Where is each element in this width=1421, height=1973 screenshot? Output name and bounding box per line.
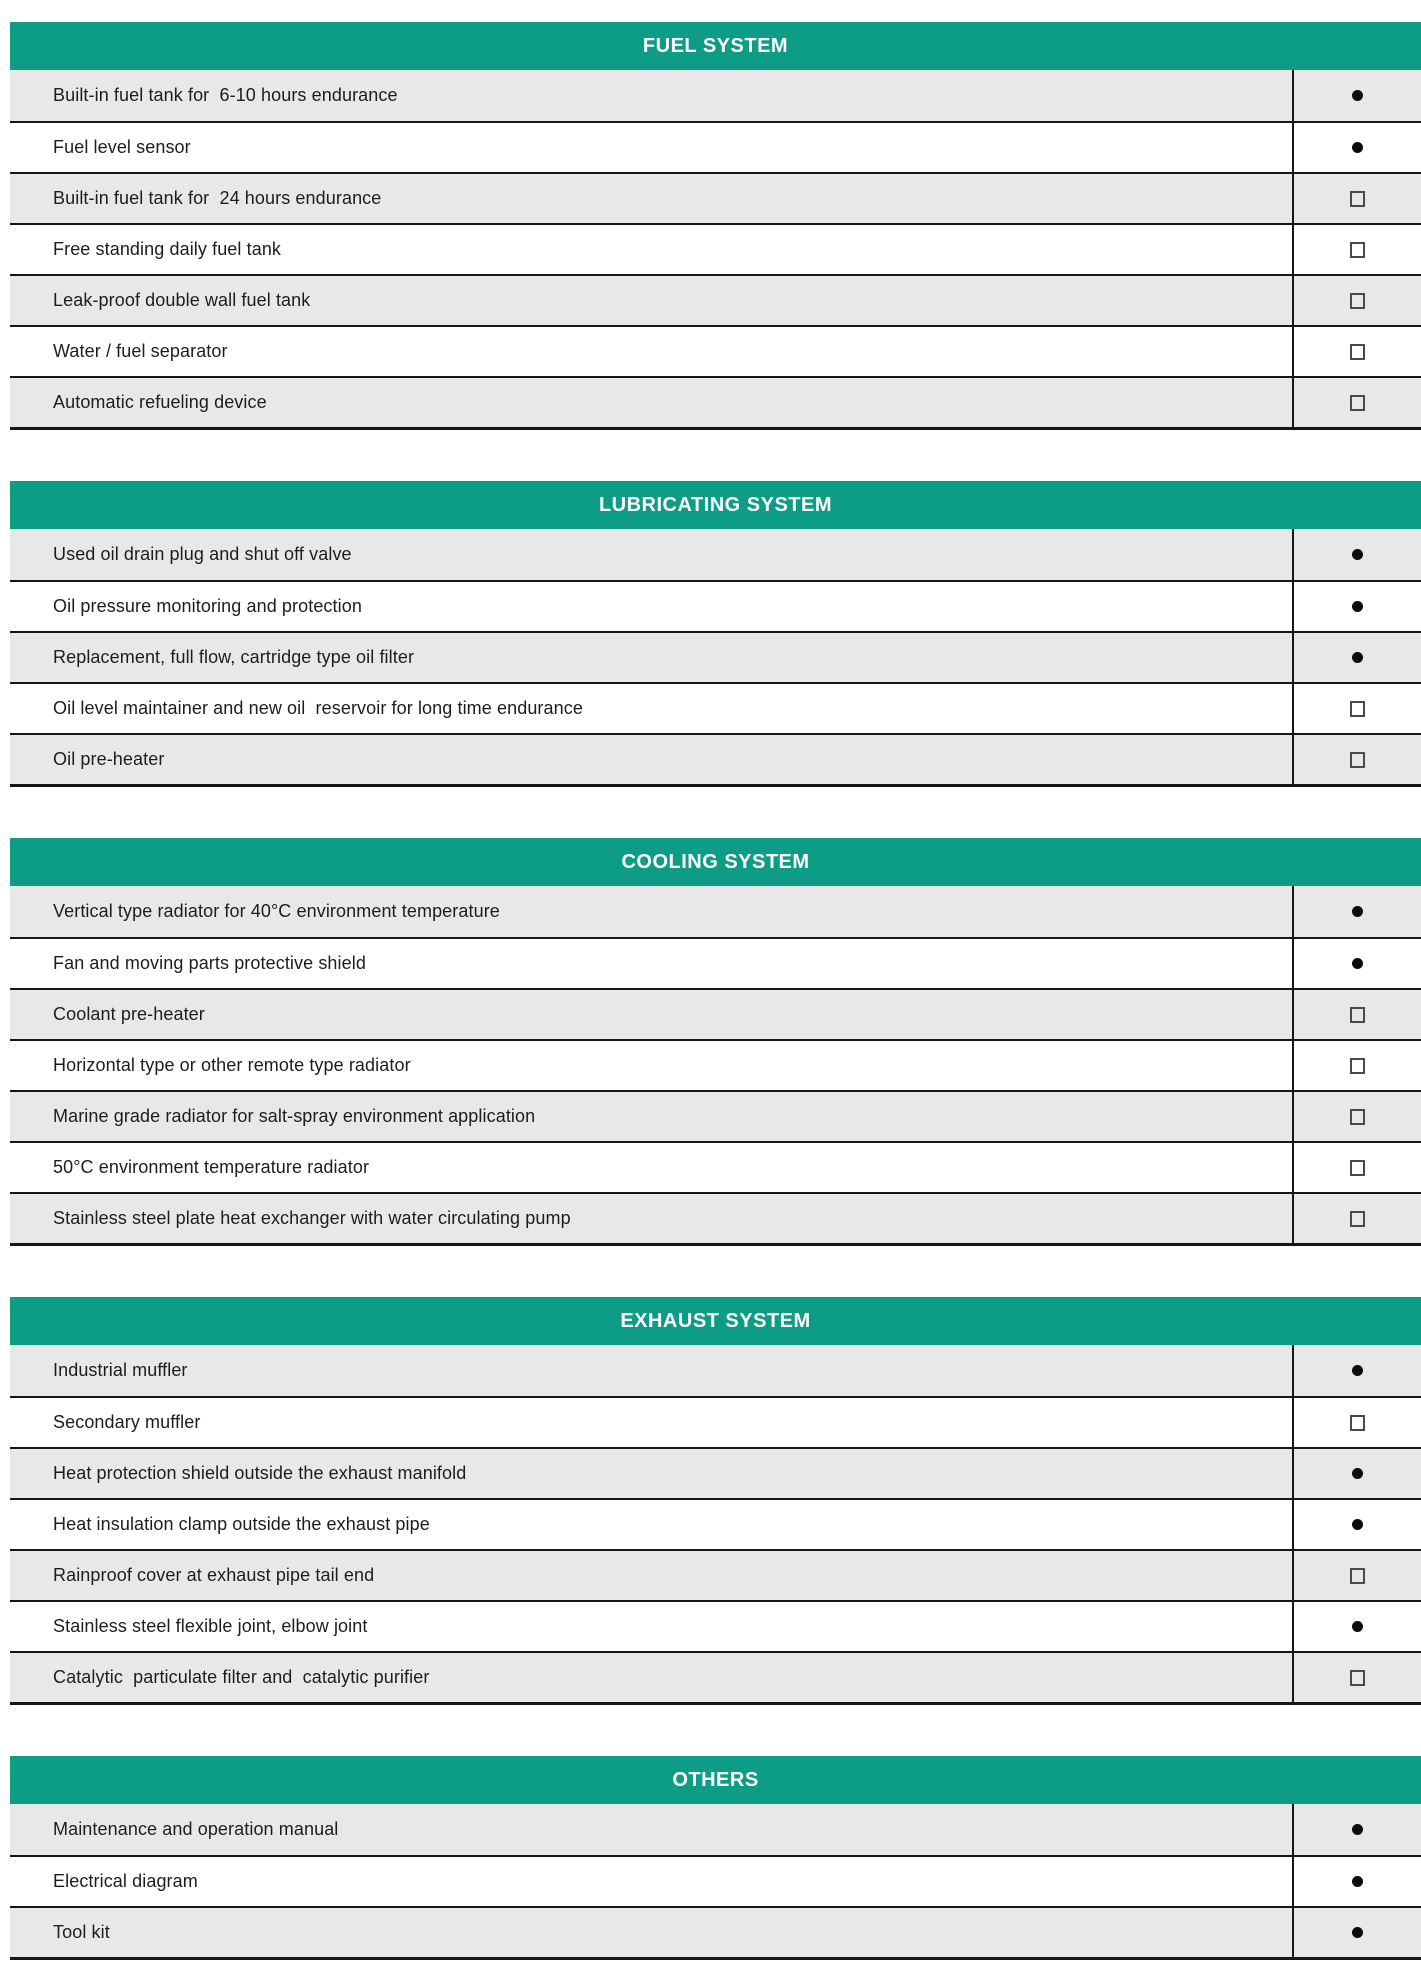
standard-dot-icon: [1352, 1824, 1363, 1835]
table-row: [10, 580, 1421, 631]
section-rows: [10, 529, 1421, 787]
feature-label: Fan and moving parts protective shield: [53, 953, 366, 973]
standard-dot-icon: [1352, 1927, 1363, 1938]
section-header-fuel-system: FUEL SYSTEM: [10, 22, 1421, 70]
optional-checkbox-icon: [1350, 1670, 1365, 1686]
feature-label: Electrical diagram: [53, 1871, 198, 1891]
status-cell: [1292, 123, 1421, 172]
table-row: [10, 988, 1421, 1039]
section-header-others: OTHERS: [10, 1756, 1421, 1804]
optional-checkbox-icon: [1350, 1007, 1365, 1023]
feature-label: Coolant pre-heater: [53, 1004, 205, 1024]
optional-checkbox-icon: [1350, 242, 1365, 258]
table-row: [10, 274, 1421, 325]
standard-dot-icon: [1352, 142, 1363, 153]
feature-label: Stainless steel flexible joint, elbow joint: [53, 1616, 368, 1636]
feature-label: Built-in fuel tank for 6-10 hours endurance: [53, 85, 398, 105]
standard-dot-icon: [1352, 1519, 1363, 1530]
standard-dot-icon: [1352, 1365, 1363, 1376]
status-cell: [1292, 70, 1421, 121]
section-rows: [10, 1345, 1421, 1705]
table-row: [10, 1549, 1421, 1600]
standard-dot-icon: [1352, 90, 1363, 101]
standard-dot-icon: [1352, 958, 1363, 969]
status-cell: [1292, 1143, 1421, 1192]
feature-label: Heat protection shield outside the exhaust manifold: [53, 1463, 467, 1483]
table-row: [10, 1141, 1421, 1192]
feature-label: 50°C environment temperature radiator: [53, 1157, 370, 1177]
table-row: [10, 1498, 1421, 1549]
status-cell: [1292, 1345, 1421, 1396]
status-cell: [1292, 225, 1421, 274]
status-cell: [1292, 684, 1421, 733]
optional-checkbox-icon: [1350, 1415, 1365, 1431]
section-header-exhaust-system: EXHAUST SYSTEM: [10, 1297, 1421, 1345]
spec-section: [10, 481, 1421, 787]
feature-label: Industrial muffler: [53, 1360, 188, 1380]
status-cell: [1292, 1551, 1421, 1600]
status-cell: [1292, 174, 1421, 223]
feature-label: Used oil drain plug and shut off valve: [53, 544, 352, 564]
optional-checkbox-icon: [1350, 701, 1365, 717]
feature-label: Free standing daily fuel tank: [53, 239, 282, 259]
status-cell: [1292, 529, 1421, 580]
table-row: [10, 1447, 1421, 1498]
feature-label: Leak-proof double wall fuel tank: [53, 290, 311, 310]
section-rows: [10, 886, 1421, 1246]
status-cell: [1292, 1602, 1421, 1651]
feature-label: Vertical type radiator for 40°C environment temperature: [53, 901, 500, 921]
status-cell: [1292, 939, 1421, 988]
spec-section: [10, 1756, 1421, 1960]
table-row: [10, 529, 1421, 580]
table-row: [10, 631, 1421, 682]
status-cell: [1292, 276, 1421, 325]
table-row: [10, 682, 1421, 733]
table-row: [10, 1651, 1421, 1702]
table-row: [10, 1090, 1421, 1141]
standard-dot-icon: [1352, 906, 1363, 917]
status-cell: [1292, 633, 1421, 682]
optional-checkbox-icon: [1350, 752, 1365, 768]
optional-checkbox-icon: [1350, 1160, 1365, 1176]
feature-label: Replacement, full flow, cartridge type oil filter: [53, 647, 415, 667]
feature-label: Stainless steel plate heat exchanger with water circulating pump: [53, 1208, 571, 1228]
table-row: [10, 937, 1421, 988]
optional-checkbox-icon: [1350, 1109, 1365, 1125]
table-row: [10, 1345, 1421, 1396]
status-cell: [1292, 1041, 1421, 1090]
spec-section: [10, 1297, 1421, 1705]
table-row: [10, 886, 1421, 937]
status-cell: [1292, 1653, 1421, 1702]
optional-checkbox-icon: [1350, 1211, 1365, 1227]
optional-checkbox-icon: [1350, 293, 1365, 309]
status-cell: [1292, 378, 1421, 427]
feature-label: Tool kit: [53, 1922, 110, 1942]
table-row: [10, 172, 1421, 223]
status-cell: [1292, 1804, 1421, 1855]
feature-label: Horizontal type or other remote type radiator: [53, 1055, 411, 1075]
table-row: [10, 1192, 1421, 1243]
feature-label: Rainproof cover at exhaust pipe tail end: [53, 1565, 375, 1585]
table-row: [10, 1039, 1421, 1090]
table-row: [10, 325, 1421, 376]
status-cell: [1292, 582, 1421, 631]
feature-label: Oil pressure monitoring and protection: [53, 596, 362, 616]
optional-checkbox-icon: [1350, 344, 1365, 360]
section-header-lubricating-system: LUBRICATING SYSTEM: [10, 481, 1421, 529]
feature-label: Marine grade radiator for salt-spray environment application: [53, 1106, 536, 1126]
status-cell: [1292, 1500, 1421, 1549]
status-cell: [1292, 990, 1421, 1039]
section-header-cooling-system: COOLING SYSTEM: [10, 838, 1421, 886]
standard-dot-icon: [1352, 1876, 1363, 1887]
table-row: [10, 1396, 1421, 1447]
standard-dot-icon: [1352, 1468, 1363, 1479]
table-row: [10, 733, 1421, 784]
status-cell: [1292, 735, 1421, 784]
feature-label: Automatic refueling device: [53, 392, 267, 412]
feature-label: Secondary muffler: [53, 1412, 201, 1432]
spec-section: [10, 22, 1421, 430]
feature-label: Heat insulation clamp outside the exhaust pipe: [53, 1514, 430, 1534]
feature-label: Water / fuel separator: [53, 341, 228, 361]
table-row: [10, 1804, 1421, 1855]
section-rows: [10, 70, 1421, 430]
standard-dot-icon: [1352, 1621, 1363, 1632]
status-cell: [1292, 1449, 1421, 1498]
table-row: [10, 1600, 1421, 1651]
feature-label: Oil pre-heater: [53, 749, 165, 769]
status-cell: [1292, 1092, 1421, 1141]
optional-checkbox-icon: [1350, 395, 1365, 411]
status-cell: [1292, 1908, 1421, 1957]
standard-dot-icon: [1352, 549, 1363, 560]
table-row: [10, 1855, 1421, 1906]
table-row: [10, 223, 1421, 274]
feature-label: Fuel level sensor: [53, 137, 191, 157]
status-cell: [1292, 1194, 1421, 1243]
feature-label: Maintenance and operation manual: [53, 1819, 339, 1839]
standard-dot-icon: [1352, 601, 1363, 612]
table-row: [10, 121, 1421, 172]
optional-checkbox-icon: [1350, 1568, 1365, 1584]
sections-host: [0, 22, 1421, 1960]
status-cell: [1292, 1857, 1421, 1906]
feature-label: Built-in fuel tank for 24 hours endurance: [53, 188, 382, 208]
optional-checkbox-icon: [1350, 191, 1365, 207]
section-rows: [10, 1804, 1421, 1960]
optional-checkbox-icon: [1350, 1058, 1365, 1074]
status-cell: [1292, 327, 1421, 376]
feature-label: Catalytic particulate filter and catalytic purifier: [53, 1667, 430, 1687]
table-row: [10, 70, 1421, 121]
status-cell: [1292, 1398, 1421, 1447]
standard-dot-icon: [1352, 652, 1363, 663]
spec-section: [10, 838, 1421, 1246]
table-row: [10, 1906, 1421, 1957]
feature-label: Oil level maintainer and new oil reservoir for long time endurance: [53, 698, 583, 718]
status-cell: [1292, 886, 1421, 937]
table-row: [10, 376, 1421, 427]
